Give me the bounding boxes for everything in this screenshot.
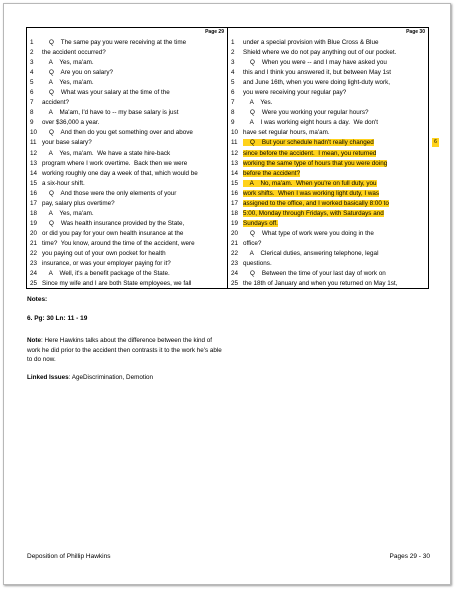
transcript-line [228, 269, 428, 279]
line-text [42, 239, 225, 249]
line-number: 2 [30, 49, 34, 57]
line-text [243, 259, 426, 269]
transcript-line [228, 159, 428, 169]
transcript-line [27, 128, 227, 138]
line-number: 13 [30, 159, 38, 167]
line-number: 6 [30, 89, 34, 97]
transcript-line [228, 219, 428, 229]
footer-title: Deposition of Phillip Hawkins [27, 553, 111, 560]
line-text [42, 58, 225, 68]
line-text [42, 199, 225, 209]
line-number: 14 [30, 169, 38, 177]
line-text [42, 209, 225, 219]
transcript-line [27, 229, 227, 239]
highlighted-text[interactable]: A No, ma'am. When you're on full duty, you [243, 179, 377, 187]
transcript-line [228, 239, 428, 249]
line-text [42, 219, 225, 229]
highlight-reference-marker[interactable]: 6 [432, 138, 439, 147]
transcript-line [228, 128, 428, 138]
page-number: Page 29 [205, 29, 224, 35]
line-number: 3 [30, 59, 34, 67]
linked-issues-value: : AgeDiscrimination, Demotion [68, 374, 153, 381]
line-text [42, 128, 225, 138]
line-text [243, 88, 426, 98]
line-text [42, 189, 225, 199]
highlighted-text[interactable]: assigned to the office, and I worked basically 8:00 to [243, 199, 389, 207]
line-text [243, 159, 426, 169]
highlighted-text[interactable]: Q But your schedule hadn't really changed [243, 139, 374, 147]
line-number: 15 [30, 179, 38, 187]
line-text [42, 229, 225, 239]
line-number: 3 [231, 59, 235, 67]
line-text [42, 38, 225, 48]
text: the 18th of January and when you returned on May 1st, [243, 280, 398, 288]
line-text [42, 48, 225, 58]
line-text [42, 118, 225, 128]
line-number: 1 [231, 39, 235, 46]
line-number: 9 [30, 119, 34, 127]
transcript-line [228, 209, 428, 219]
transcript-line [27, 58, 227, 68]
transcript-line [27, 149, 227, 159]
line-text [243, 138, 426, 148]
transcript-line [27, 48, 227, 58]
text: pay, salary plus overtime? [42, 199, 115, 207]
text: Q Are you on salary? [42, 69, 114, 77]
transcript-line [27, 249, 227, 259]
line-text [42, 169, 225, 179]
transcript-line [27, 88, 227, 98]
text: A Well, it's a benefit package of the State. [42, 270, 170, 278]
line-text [243, 269, 426, 279]
text: Q And then do you get something over and above [42, 129, 193, 137]
line-text [243, 239, 426, 249]
transcript-line [27, 38, 227, 48]
text: the accident occurred? [42, 49, 106, 57]
transcript-line [228, 108, 428, 118]
transcript-lines [228, 38, 428, 289]
line-number: 25 [231, 280, 239, 288]
line-number: 4 [231, 69, 235, 77]
transcript-line [27, 189, 227, 199]
transcript-line [27, 269, 227, 279]
line-number: 12 [30, 149, 38, 157]
note-text: : Here Hawkins talks about the difference between the kind of work he did prior to the accident then contrasts it to the work he's able to do now. [27, 337, 222, 363]
line-number: 12 [231, 149, 239, 157]
line-text [42, 149, 225, 159]
transcript-line [27, 169, 227, 179]
line-number: 17 [231, 199, 239, 207]
line-text [42, 138, 225, 148]
line-number: 18 [30, 209, 38, 217]
transcript-line [27, 279, 227, 289]
text: and June 16th, when you were doing light-duty work, [243, 79, 391, 87]
transcript-line [228, 78, 428, 88]
line-text [243, 169, 426, 179]
line-text [42, 78, 225, 88]
line-number: 8 [30, 109, 34, 117]
text: A Ma'am, I'd have to -- my base salary is just [42, 109, 179, 117]
text: A Yes, ma'am. [42, 59, 94, 67]
text: A Clerical duties, answering telephone, legal [243, 249, 379, 257]
line-text [42, 88, 225, 98]
line-number: 7 [30, 99, 34, 107]
line-text [243, 219, 426, 229]
line-number: 25 [30, 280, 38, 288]
highlighted-text[interactable]: since before the accident. I mean, you returned [243, 149, 377, 157]
transcript-line [228, 98, 428, 108]
text: your base salary? [42, 139, 92, 147]
transcript-line [228, 179, 428, 189]
line-number: 13 [231, 159, 239, 167]
transcript-line [27, 219, 227, 229]
text: Q The same pay you were receiving at the time [42, 39, 187, 46]
text: A Yes, ma'am. We have a state hire-back [42, 149, 171, 157]
line-text [42, 98, 225, 108]
text: this and I think you answered it, but between May 1st [243, 69, 392, 77]
highlighted-text[interactable]: 5:00, Monday through Fridays, with Saturdays and [243, 209, 384, 217]
transcript-line [27, 118, 227, 128]
line-number: 21 [231, 239, 239, 247]
line-number: 23 [231, 260, 239, 268]
line-text [42, 179, 225, 189]
line-number: 5 [231, 79, 235, 87]
line-text [42, 279, 225, 289]
transcript-line [228, 149, 428, 159]
text: office? [243, 239, 262, 247]
line-number: 16 [30, 189, 38, 197]
transcript-line [27, 108, 227, 118]
line-number: 22 [231, 249, 239, 257]
linked-issues [27, 374, 153, 381]
transcript-line [228, 189, 428, 199]
text: over $36,000 a year. [42, 119, 100, 127]
line-text [42, 259, 225, 269]
line-number: 5 [30, 79, 34, 87]
transcript-line [27, 179, 227, 189]
text: you paying out of your own pocket for health [42, 249, 166, 257]
text: under a special provision with Blue Cross & Blue [243, 39, 379, 46]
text: Q Were you working your regular hours? [243, 109, 369, 117]
line-text [243, 38, 426, 48]
text: time? You know, around the time of the accident, were [42, 239, 195, 247]
transcript-box [26, 27, 429, 289]
line-number: 15 [231, 179, 239, 187]
text: Q Between the time of your last day of work on [243, 270, 386, 278]
transcript-line [228, 259, 428, 269]
transcript-line [27, 78, 227, 88]
line-text [243, 149, 426, 159]
line-text [243, 98, 426, 108]
transcript-line [228, 48, 428, 58]
note-body [27, 336, 227, 365]
transcript-line [27, 239, 227, 249]
line-text [243, 279, 426, 289]
line-text [243, 108, 426, 118]
line-number: 9 [231, 119, 235, 127]
notes-heading: Notes: [27, 296, 48, 303]
text: working roughly one day a week of that, which would be [42, 169, 198, 177]
transcript-line [27, 199, 227, 209]
left-transcript-page [27, 28, 228, 288]
line-number: 10 [231, 129, 239, 137]
line-number: 19 [30, 219, 38, 227]
line-number: 7 [231, 99, 235, 107]
text: A Yes, ma'am. [42, 209, 94, 217]
text: accident? [42, 99, 69, 107]
transcript-line [228, 279, 428, 289]
transcript-line [228, 229, 428, 239]
text: A Yes. [243, 99, 273, 107]
line-number: 2 [231, 49, 235, 57]
page-number: Page 30 [406, 29, 425, 35]
transcript-line [228, 38, 428, 48]
line-number: 23 [30, 260, 38, 268]
line-number: 10 [30, 129, 38, 137]
line-number: 16 [231, 189, 239, 197]
highlighted-text[interactable]: before the accident? [243, 169, 301, 177]
transcript-line [27, 159, 227, 169]
line-number: 18 [231, 209, 239, 217]
transcript-line [228, 88, 428, 98]
linked-issues-label: Linked Issues [27, 374, 69, 381]
line-text [243, 249, 426, 259]
line-text [42, 68, 225, 78]
line-text [243, 58, 426, 68]
line-number: 21 [30, 239, 38, 247]
line-number: 11 [30, 139, 37, 147]
highlighted-text[interactable]: working the same type of hours that you were doing [243, 159, 388, 167]
line-number: 17 [30, 199, 38, 207]
line-text [42, 108, 225, 118]
highlighted-text[interactable]: work shifts. When I was working light duty, I was [243, 189, 380, 197]
transcript-line [228, 118, 428, 128]
text: or did you pay for your own health insurance at the [42, 229, 184, 237]
text: Since my wife and I are both State employees, we fall [42, 280, 192, 288]
transcript-line [228, 68, 428, 78]
transcript-line [228, 169, 428, 179]
line-number: 8 [231, 109, 235, 117]
transcript-lines [27, 38, 227, 289]
transcript-line [228, 138, 428, 148]
text: questions. [243, 260, 272, 268]
text: Q And those were the only elements of your [42, 189, 177, 197]
line-number: 6 [231, 89, 235, 97]
text: program where I work overtime. Back then we were [42, 159, 188, 167]
line-text [243, 229, 426, 239]
line-number: 11 [231, 139, 238, 147]
note-reference[interactable]: 6. Pg: 30 Ln: 11 - 19 [27, 315, 88, 322]
line-text [243, 118, 426, 128]
line-number: 20 [231, 229, 239, 237]
line-text [243, 199, 426, 209]
text: Q What type of work were you doing in the [243, 229, 374, 237]
transcript-line [27, 138, 227, 148]
line-text [42, 269, 225, 279]
line-number: 14 [231, 169, 239, 177]
line-text [243, 189, 426, 199]
text: A Yes, ma'am. [42, 79, 94, 87]
footer-pages: Pages 29 - 30 [389, 553, 430, 560]
line-number: 20 [30, 229, 38, 237]
right-transcript-page [228, 28, 428, 288]
transcript-line [228, 58, 428, 68]
transcript-line [27, 68, 227, 78]
line-text [243, 68, 426, 78]
line-number: 24 [231, 270, 239, 278]
highlighted-text[interactable]: Sundays off. [243, 219, 278, 227]
line-number: 19 [231, 219, 239, 227]
text: insurance, or was your employer paying for it? [42, 260, 171, 268]
line-text [243, 48, 426, 58]
transcript-line [228, 249, 428, 259]
line-number: 1 [30, 39, 34, 46]
text: Shield where we do not pay anything out of our pocket. [243, 49, 397, 57]
text: Q What was your salary at the time of the [42, 89, 170, 97]
line-number: 4 [30, 69, 34, 77]
line-text [243, 128, 426, 138]
text: A I was working eight hours a day. We don't [243, 119, 379, 127]
transcript-line [228, 199, 428, 209]
note-label: Note [27, 337, 41, 344]
line-text [42, 249, 225, 259]
line-text [243, 209, 426, 219]
line-number: 24 [30, 270, 38, 278]
transcript-line [27, 209, 227, 219]
text: Q Was health insurance provided by the State, [42, 219, 185, 227]
transcript-line [27, 259, 227, 269]
text: Q When you were -- and I may have asked you [243, 59, 387, 67]
text: you were receiving your regular pay? [243, 89, 347, 97]
line-text [243, 179, 426, 189]
text: a six-hour shift. [42, 179, 85, 187]
text: have set regular hours, ma'am. [243, 129, 330, 137]
line-text [243, 78, 426, 88]
line-number: 22 [30, 249, 38, 257]
line-text [42, 159, 225, 169]
transcript-line [27, 98, 227, 108]
